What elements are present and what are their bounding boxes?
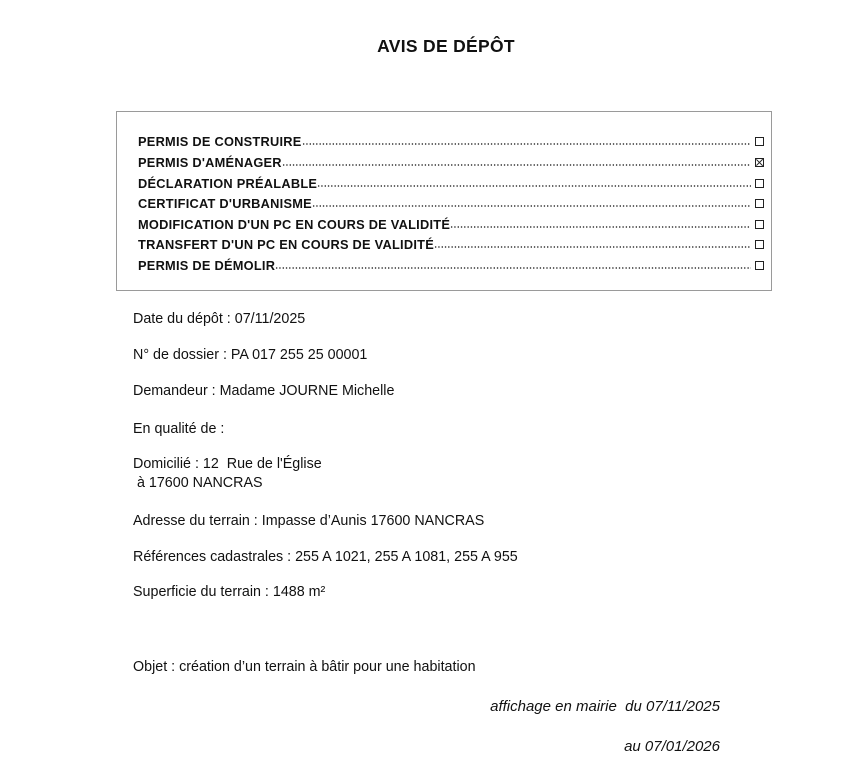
permit-label: DÉCLARATION PRÉALABLE: [138, 176, 318, 191]
dot-leader: [317, 184, 751, 188]
permit-row-modification: [138, 214, 764, 232]
permit-checkbox-amenager[interactable]: [755, 158, 764, 167]
display-start: affichage en mairie du 07/11/2025: [490, 698, 720, 715]
permit-checkbox-modification[interactable]: [755, 220, 764, 229]
applicant-address-line2: à 17600 NANCRAS: [133, 475, 263, 491]
dot-leader: [302, 142, 751, 146]
permit-label: PERMIS D'AMÉNAGER: [138, 155, 282, 170]
applicant-capacity: En qualité de :: [133, 421, 225, 437]
dot-leader: [312, 204, 751, 208]
permit-label: PERMIS DE CONSTRUIRE: [138, 134, 302, 149]
deposit-date: Date du dépôt : 07/11/2025: [133, 311, 306, 327]
permit-label: CERTIFICAT D'URBANISME: [138, 196, 312, 211]
permit-label: PERMIS DE DÉMOLIR: [138, 258, 276, 273]
dot-leader: [450, 225, 751, 229]
cadastral-references: Références cadastrales : 255 A 1021, 255 A 1081, 255 A 955: [133, 549, 518, 565]
permit-row-amenager: [138, 152, 764, 170]
permit-checkbox-transfert[interactable]: [755, 240, 764, 249]
project-object: Objet : création d’un terrain à bâtir pour une habitation: [133, 659, 476, 675]
permit-row-certificat: [138, 193, 764, 211]
document-title: AVIS DE DÉPÔT: [377, 36, 515, 56]
permit-row-transfert: [138, 234, 764, 252]
applicant-address-line1: Domicilié : 12 Rue de l'Église: [133, 456, 322, 472]
applicant: Demandeur : Madame JOURNE Michelle: [133, 383, 395, 399]
permit-label: TRANSFERT D'UN PC EN COURS DE VALIDITÉ: [138, 237, 434, 252]
dot-leader: [434, 245, 751, 249]
land-address: Adresse du terrain : Impasse d’Aunis 17600 NANCRAS: [133, 513, 485, 529]
file-number: N° de dossier : PA 017 255 25 00001: [133, 347, 368, 363]
permit-checkbox-construire[interactable]: [755, 137, 764, 146]
permit-row-declaration: [138, 173, 764, 191]
permit-checkbox-certificat[interactable]: [755, 199, 764, 208]
permit-type-box: [116, 111, 772, 291]
permit-checkbox-declaration[interactable]: [755, 179, 764, 188]
dot-leader: [282, 163, 751, 167]
permit-checkbox-demolir[interactable]: [755, 261, 764, 270]
dot-leader: [275, 266, 751, 270]
display-end: au 07/01/2026: [624, 738, 720, 755]
permit-row-construire: [138, 131, 764, 149]
land-area: Superficie du terrain : 1488 m²: [133, 584, 326, 600]
permit-label: MODIFICATION D'UN PC EN COURS DE VALIDITÉ: [138, 217, 451, 232]
permit-row-demolir: [138, 255, 764, 273]
